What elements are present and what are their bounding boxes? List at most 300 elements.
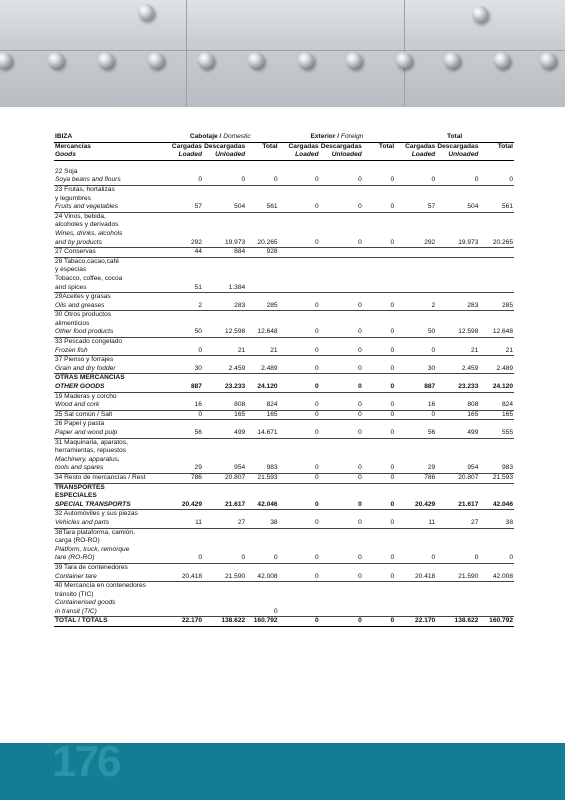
value-cell [320,374,363,383]
value-cell [320,293,363,302]
header-row-spanish [54,142,514,151]
value-cell [363,338,395,347]
table-row [54,293,514,302]
value-cell [246,212,278,221]
table-row [54,266,514,275]
value-cell [203,195,246,204]
value-cell: 56 [395,429,436,438]
value-cell: 0 [246,608,278,617]
table-row [54,563,514,572]
value-cell: 38 [479,519,514,528]
row-label: Wines, drinks, alcohols [55,229,123,237]
row-label: 25 Sal común / Salt [54,410,162,420]
value-cell [363,483,395,492]
value-cell: 20.429 [395,501,436,510]
value-cell [363,293,395,302]
value-cell [203,212,246,221]
value-cell [436,447,479,456]
value-cell: 165 [203,410,246,420]
value-cell [479,392,514,401]
value-cell: 44 [162,248,203,258]
value-cell: 0 [279,519,320,528]
col-loaded-es: Cargadas [171,142,202,150]
value-cell [162,563,203,572]
value-cell: 561 [246,203,278,212]
value-cell: 0 [320,365,363,374]
value-cell: 983 [246,464,278,473]
value-cell: 504 [436,203,479,212]
table-row [54,185,514,194]
total-value: 0 [363,617,395,627]
value-cell [203,168,246,177]
value-cell [436,392,479,401]
value-cell [246,185,278,194]
value-cell [162,195,203,204]
value-cell [162,338,203,347]
value-cell [203,221,246,230]
value-cell [479,420,514,429]
value-cell [203,582,246,591]
group-domestic-es: Cabotaje / [189,133,222,140]
value-cell: 0 [246,554,278,563]
value-cell: 0 [279,473,320,483]
value-cell [436,221,479,230]
goods-traffic-table [54,133,514,627]
value-cell [479,528,514,537]
value-cell [279,528,320,537]
value-cell [395,492,436,501]
value-cell [162,537,203,546]
value-cell [436,185,479,194]
rivet-icon [98,52,114,68]
value-cell [246,195,278,204]
value-cell: 21 [479,347,514,356]
value-cell [363,248,395,258]
table-row [54,328,514,337]
value-cell [246,420,278,429]
value-cell [246,320,278,329]
value-cell: 0 [363,347,395,356]
row-label: Platform, truck, remorque [55,545,130,553]
value-cell [279,230,320,239]
value-cell [436,168,479,177]
value-cell: 14.671 [246,429,278,438]
value-cell [479,248,514,258]
value-cell: 0 [363,383,395,392]
col-loaded-en: Loaded [279,151,320,160]
spacer-cell [54,160,514,168]
row-label: 27 Conservas [54,248,162,258]
value-cell [162,257,203,266]
value-cell [363,374,395,383]
row-label: Oils and greases [54,302,162,311]
header-row-groups [54,133,514,142]
col-unloaded-es: Descargadas [437,142,479,150]
value-cell: 21.590 [436,573,479,582]
value-cell: 0 [363,365,395,374]
value-cell: 30 [395,365,436,374]
value-cell [279,537,320,546]
value-cell [395,420,436,429]
value-cell: 2.489 [246,365,278,374]
col-total-es: Total [378,142,395,150]
value-cell: 0 [320,176,363,185]
value-cell [279,195,320,204]
value-cell [279,185,320,194]
value-cell: 786 [162,473,203,483]
value-cell [279,311,320,320]
value-cell [203,420,246,429]
value-cell [363,510,395,519]
value-cell [320,456,363,465]
value-cell: 887 [395,383,436,392]
value-cell [279,221,320,230]
value-cell [395,320,436,329]
value-cell [279,266,320,275]
value-cell: 0 [279,239,320,248]
value-cell [479,356,514,365]
value-cell [279,338,320,347]
value-cell [246,257,278,266]
value-cell: 30 [162,365,203,374]
value-cell: 23.233 [436,383,479,392]
table-row [54,501,514,510]
value-cell [246,456,278,465]
rivet-icon [48,52,64,68]
rivet-icon [138,4,154,20]
value-cell [395,591,436,600]
row-label: 26 Papel y pasta [55,420,105,428]
value-cell [363,456,395,465]
value-cell [395,221,436,230]
value-cell [279,546,320,555]
value-cell [320,563,363,572]
row-label: carga (RO-RO) [55,537,100,545]
value-cell: 0 [363,328,395,337]
value-cell: 42.046 [479,501,514,510]
value-cell [279,275,320,284]
value-cell [436,582,479,591]
table-row [54,510,514,519]
value-cell [436,510,479,519]
value-cell [246,266,278,275]
value-cell: 928 [246,248,278,258]
value-cell [203,599,246,608]
value-cell [162,212,203,221]
value-cell [479,212,514,221]
table-row [54,464,514,473]
row-label: Frozen fish [54,347,162,356]
value-cell [395,599,436,608]
table-row [54,447,514,456]
col-total-es: Total [262,142,278,150]
value-cell [279,563,320,572]
value-cell [320,591,363,600]
value-cell [162,311,203,320]
group-foreign-en: Foreign [340,133,364,140]
row-label: 40 Mercancía en contenedores [55,582,146,590]
group-total: Total [395,133,514,142]
table-row [54,383,514,392]
value-cell: 165 [436,410,479,420]
value-cell: 12.648 [479,328,514,337]
value-cell [162,582,203,591]
value-cell [203,546,246,555]
value-cell: 808 [436,401,479,410]
table-row [54,546,514,555]
value-cell: 983 [479,464,514,473]
value-cell: 0 [363,519,395,528]
value-cell [320,320,363,329]
value-cell: 20.429 [162,501,203,510]
table-row [54,176,514,185]
value-cell: 0 [203,554,246,563]
value-cell [162,599,203,608]
total-value: 22.170 [162,617,203,627]
value-cell [203,537,246,546]
value-cell [436,275,479,284]
value-cell [479,438,514,447]
value-cell [479,591,514,600]
value-cell: 504 [203,203,246,212]
value-cell: 555 [479,429,514,438]
value-cell: 21.617 [436,501,479,510]
total-value: 160.792 [246,617,278,627]
value-cell [162,510,203,519]
value-cell [395,195,436,204]
value-cell [279,356,320,365]
value-cell [279,248,320,258]
value-cell [363,284,395,293]
value-cell [479,257,514,266]
value-cell: 0 [436,176,479,185]
value-cell [203,591,246,600]
value-cell [246,374,278,383]
value-cell: 29 [395,464,436,473]
table-row [54,221,514,230]
value-cell [246,510,278,519]
value-cell: 0 [395,410,436,420]
table-row [54,320,514,329]
value-cell [436,293,479,302]
value-cell: 24.120 [246,383,278,392]
value-cell [279,492,320,501]
value-cell [395,284,436,293]
value-cell [363,563,395,572]
group-domestic [162,133,279,142]
value-cell [203,266,246,275]
value-cell [436,374,479,383]
value-cell [203,338,246,347]
value-cell [363,168,395,177]
row-label: Grain and dry fodder [54,365,162,374]
group-domestic-en: Domestic [223,133,251,140]
value-cell: 0 [395,347,436,356]
value-cell [395,392,436,401]
table-row [54,248,514,258]
value-cell: 0 [162,347,203,356]
value-cell [479,510,514,519]
value-cell: 2.489 [479,365,514,374]
value-cell: 0 [320,519,363,528]
row-label: alcoholes y derivados [55,221,119,229]
value-cell [479,293,514,302]
row-label: y especias [55,266,87,274]
value-cell [320,420,363,429]
region-title: IBIZA [54,133,162,142]
value-cell [279,420,320,429]
table-row [54,554,514,563]
value-cell [203,320,246,329]
row-label: OTHER GOODS [54,383,162,392]
value-cell [320,266,363,275]
value-cell: 21.593 [479,473,514,483]
table-row [54,356,514,365]
value-cell [162,447,203,456]
value-cell [203,311,246,320]
value-cell [320,195,363,204]
value-cell: 20.418 [395,573,436,582]
value-cell: 0 [363,473,395,483]
row-label: 28 Tabaco,cacao,café [55,257,120,265]
value-cell [479,546,514,555]
value-cell [395,510,436,519]
table-row [54,492,514,501]
value-cell [479,483,514,492]
value-cell [479,374,514,383]
plate-seam [0,50,565,51]
table-row [54,365,514,374]
spacer-row [54,160,514,168]
value-cell [436,311,479,320]
table-row [54,429,514,438]
value-cell: 887 [162,383,203,392]
value-cell [363,420,395,429]
value-cell [395,483,436,492]
table-row [54,239,514,248]
value-cell [363,591,395,600]
row-label: Wood and cork [54,401,162,410]
value-cell [395,608,436,617]
value-cell [363,320,395,329]
value-cell [162,221,203,230]
value-cell [479,311,514,320]
value-cell [479,168,514,177]
value-cell [395,528,436,537]
value-cell: 0 [246,176,278,185]
rivet-icon [540,52,556,68]
row-label: Machinery, apparatus, [55,455,120,463]
value-cell [479,338,514,347]
table-row [54,195,514,204]
value-cell [395,248,436,258]
table-row [54,473,514,483]
value-cell [320,537,363,546]
row-label: tránsito (TIC) [55,590,94,598]
value-cell: 56 [162,429,203,438]
rivet-icon [472,6,488,22]
value-cell [395,185,436,194]
value-cell [203,374,246,383]
value-cell [246,293,278,302]
value-cell [363,221,395,230]
value-cell [320,392,363,401]
value-cell: 42.046 [246,501,278,510]
total-value: 22.170 [395,617,436,627]
value-cell [162,492,203,501]
row-label: Fruits and vegetables [54,203,162,212]
col-unloaded-es: Descargadas [320,142,362,150]
value-cell [279,320,320,329]
value-cell [162,320,203,329]
value-cell [363,311,395,320]
value-cell [395,356,436,365]
row-label: TRANSPORTES [55,483,105,491]
row-label: and spices [54,284,162,293]
value-cell: 16 [395,401,436,410]
value-cell: 29 [162,464,203,473]
value-cell: 0 [279,401,320,410]
value-cell [279,392,320,401]
value-cell [395,338,436,347]
table-row [54,203,514,212]
value-cell [479,447,514,456]
value-cell [363,266,395,275]
value-cell [320,185,363,194]
value-cell [162,546,203,555]
row-label: Container tare [54,573,162,582]
table-row [54,483,514,492]
value-cell: 57 [395,203,436,212]
value-cell [246,447,278,456]
value-cell [479,456,514,465]
page-number: 176 [52,737,120,786]
value-cell: 283 [436,302,479,311]
value-cell [162,266,203,275]
value-cell [162,374,203,383]
row-label: 34 Resto de mercancías / Rest [54,473,162,483]
empty-cell [479,151,514,160]
value-cell: 20.418 [162,573,203,582]
value-cell [436,608,479,617]
value-cell [363,230,395,239]
col-unloaded-en: Unloaded [203,151,246,160]
value-cell [279,284,320,293]
value-cell [203,528,246,537]
value-cell [320,212,363,221]
value-cell: 0 [279,347,320,356]
value-cell: 16 [162,401,203,410]
value-cell [436,230,479,239]
row-label: 22 Soja [55,167,78,175]
table-row [54,284,514,293]
table-row [54,302,514,311]
value-cell [436,356,479,365]
value-cell: 0 [363,554,395,563]
value-cell: 21.593 [246,473,278,483]
value-cell: 0 [320,203,363,212]
value-cell [279,212,320,221]
value-cell [320,168,363,177]
value-cell [363,185,395,194]
table-row [54,347,514,356]
value-cell [436,284,479,293]
total-value: 0 [320,617,363,627]
value-cell: 2.459 [203,365,246,374]
value-cell [395,230,436,239]
row-label: Tobacco, coffee, cocoa [55,274,123,282]
value-cell [320,447,363,456]
